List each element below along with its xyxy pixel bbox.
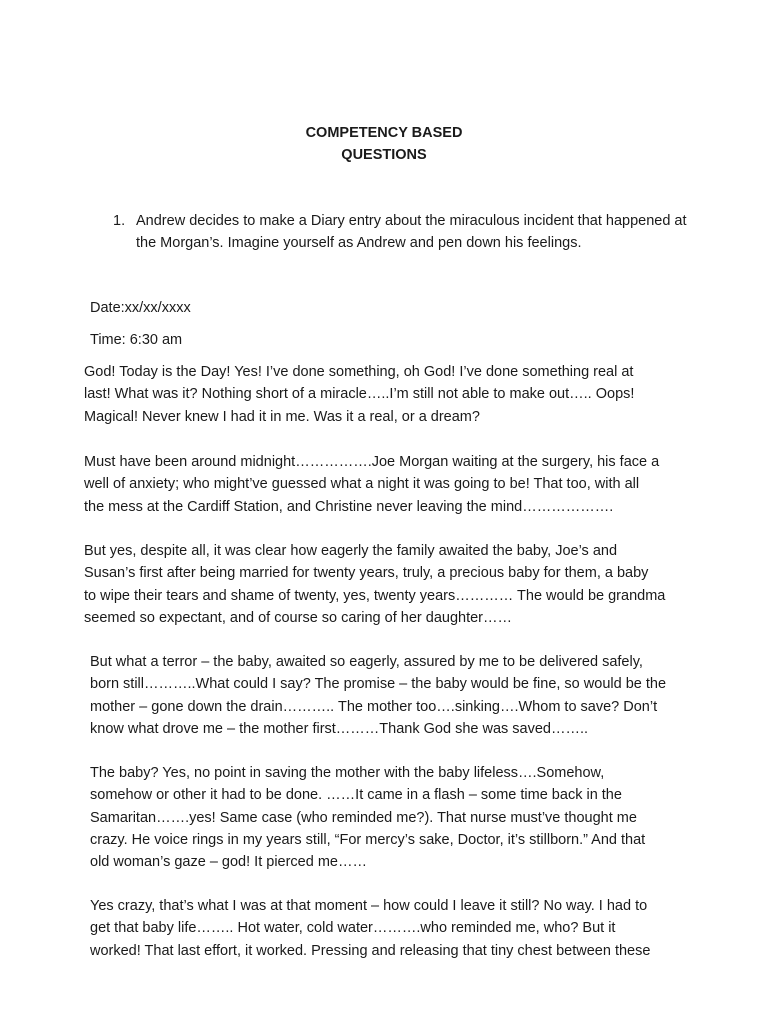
diary-date: Date:xx/xx/xxxx — [90, 300, 191, 316]
diary-paragraph-4 — [90, 651, 666, 740]
question-number: 1. — [113, 213, 126, 229]
paragraph-line: well of anxiety; who might’ve guessed what a night it was going to be! That too, with all — [84, 476, 640, 493]
paragraph-line: Samaritan…….yes! Same case (who reminded me?). That nurse must’ve thought me — [90, 809, 637, 826]
paragraph-line: worked! That last effort, it worked. Pressing and releasing that tiny chest between these — [90, 942, 651, 959]
paragraph-line: to wipe their tears and shame of twenty, yes, twenty years………… The would be grandma — [84, 587, 666, 604]
paragraph-line: get that baby life…….. Hot water, cold water……….who reminded me, who? But it — [90, 920, 616, 937]
paragraph-line: mother – gone down the drain……….. The mother too….sinking….Whom to save? Don’t — [90, 698, 658, 715]
diary-paragraph-6 — [90, 895, 650, 962]
question-text: Andrew decides to make a Diary entry about the miraculous incident that happened at the Morgan’s. Imagine yourself as Andrew and pen down his feelings. — [136, 213, 687, 251]
paragraph-line: seemed so expectant, and of course so caring of her daughter…… — [84, 609, 512, 626]
paragraph-line: born still………..What could I say? The promise – the baby would be fine, so would be the — [90, 676, 667, 693]
paragraph-line: old woman’s gaze – god! It pierced me…… — [90, 854, 367, 871]
paragraph-line: Yes crazy, that’s what I was at that moment – how could I leave it still? No way. I had to — [90, 898, 648, 914]
paragraph-line: The baby? Yes, no point in saving the mother with the baby lifeless….Somehow, — [90, 765, 605, 781]
diary-paragraph-1 — [84, 361, 634, 428]
paragraph-line: But what a terror – the baby, awaited so eagerly, assured by me to be delivered safely, — [90, 654, 643, 670]
paragraph-line: God! Today is the Day! Yes! I’ve done something, oh God! I’ve done something real at — [84, 364, 634, 380]
paragraph-line: But yes, despite all, it was clear how eagerly the family awaited the baby, Joe’s and — [84, 543, 618, 559]
document-title-line-2: QUESTIONS — [341, 147, 427, 163]
paragraph-line: Susan’s first after being married for twenty years, truly, a precious baby for them, a baby — [84, 565, 649, 582]
diary-paragraph-5 — [90, 762, 645, 873]
paragraph-line: somehow or other it had to be done. ……It came in a flash – some time back in the — [90, 787, 622, 804]
paragraph-line: know what drove me – the mother first………Thank God she was saved…….. — [90, 720, 589, 737]
paragraph-line: Magical! Never knew I had it in me. Was it a real, or a dream? — [84, 408, 480, 425]
paragraph-line: last! What was it? Nothing short of a miracle…..I’m still not able to make out….. Oops! — [84, 386, 635, 403]
diary-paragraph-3 — [84, 540, 665, 629]
paragraph-line: crazy. He voice rings in my years still, “For mercy’s sake, Doctor, it’s stillborn.” And that — [90, 831, 646, 848]
diary-time: Time: 6:30 am — [90, 332, 183, 348]
paragraph-line: the mess at the Cardiff Station, and Christine never leaving the mind………………. — [84, 498, 614, 515]
document-title-line-1: COMPETENCY BASED — [305, 125, 463, 141]
diary-paragraph-2 — [84, 451, 659, 518]
paragraph-line: Must have been around midnight…………….Joe Morgan waiting at the surgery, his face a — [84, 454, 660, 470]
